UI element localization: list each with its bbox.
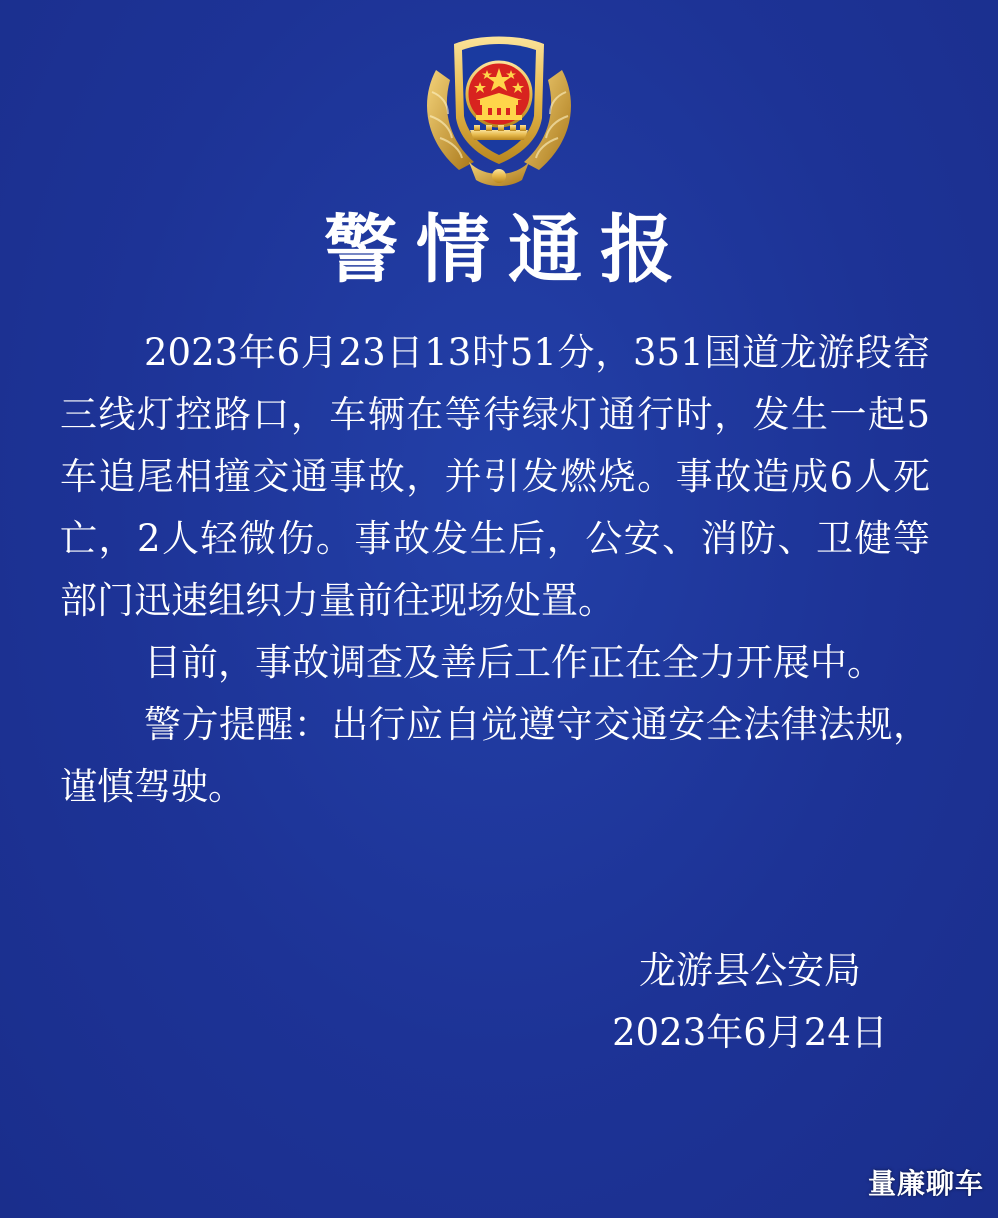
notice-paragraph-status: 目前，事故调查及善后工作正在全力开展中。 [144, 641, 884, 684]
notice-title: 警情通报 [324, 207, 692, 293]
police-emblem-icon [414, 30, 584, 190]
notice-paragraph-reminder: 警方提醒：出行应自觉遵守交通安全法律法规，谨慎驾驶。 [60, 703, 930, 808]
notice-body [60, 322, 930, 818]
issue-date: 2023年6月24日 [612, 1011, 888, 1054]
issuer-name: 龙游县公安局 [639, 949, 861, 992]
watermark: 量廉聊车 [867, 1167, 984, 1200]
notice-paragraph-incident: 2023年6月23日13时51分，351国道龙游段窑三线灯控路口，车辆在等待绿灯通行时，发生一起5车追尾相撞交通事故，并引发燃烧。事故造成6人死亡，2人轻微伤。事故发生后，公安、消防、卫健等部门迅速组织力量前往现场处置。 [60, 331, 930, 622]
police-emblem-svg [414, 30, 584, 190]
signature-block [600, 940, 900, 1064]
